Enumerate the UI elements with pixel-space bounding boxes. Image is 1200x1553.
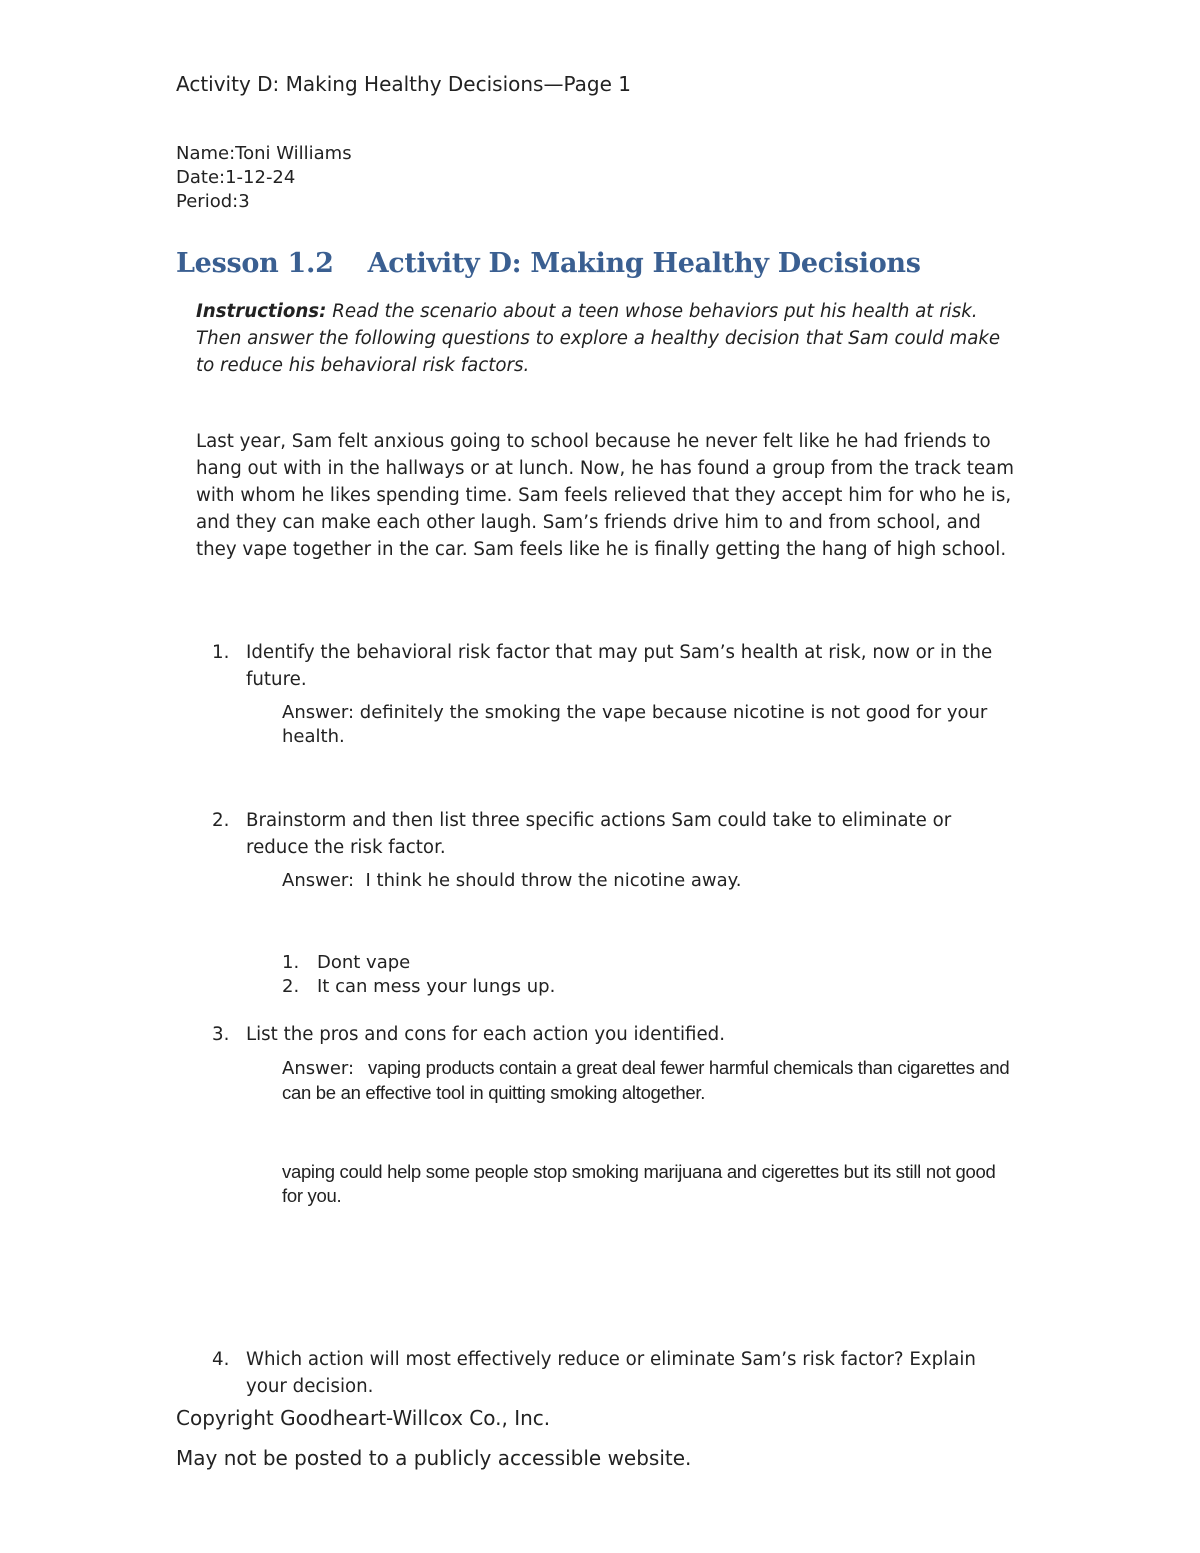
- scenario-text: Last year, Sam felt anxious going to school because he never felt like he had friends to hang out with in the hallways or at lunch. Now, he has found a group from the track team with whom he likes spending time. Sam feels relieved that they accept him for who he is, and they can make each other laugh. Sam’s friends drive him to and from school, and they vape together in the car. Sam feels like he is finally getting the hang of high school.: [196, 431, 1014, 560]
- list-text: Dont vape: [317, 952, 411, 973]
- question-text: Brainstorm and then list three specific actions Sam could take to eliminate or reduce the risk factor.: [246, 810, 952, 858]
- activity-title: Activity D: Making Healthy Decisions: [367, 248, 921, 279]
- student-name: Name:Toni Williams: [176, 143, 352, 164]
- question-text: List the pros and cons for each action you identified.: [246, 1024, 725, 1045]
- answer-label: Answer:: [282, 1058, 355, 1079]
- question-text: Which action will most effectively reduce or eliminate Sam’s risk factor? Explain your decision.: [246, 1349, 976, 1397]
- page-header: Activity D: Making Healthy Decisions—Page 1: [176, 72, 631, 96]
- copyright-notice: Copyright Goodheart-Willcox Co., Inc.: [176, 1406, 551, 1430]
- instructions: [196, 298, 1016, 379]
- answer-2: Answer: I think he should throw the nicotine away.: [282, 870, 742, 891]
- lesson-title: [176, 248, 921, 279]
- list-number: 2.: [282, 976, 300, 997]
- list-number: 1.: [282, 952, 300, 973]
- question-number: 1.: [212, 642, 230, 663]
- question-number: 4.: [212, 1349, 230, 1370]
- list-text: It can mess your lungs up.: [317, 976, 556, 997]
- answer-text: vaping products contain a great deal fewer harmful chemicals than cigarettes and can be an effective tool in quitting smoking altogether.: [282, 1057, 1010, 1103]
- question-text: Identify the behavioral risk factor that may put Sam’s health at risk, now or in the future.: [246, 642, 993, 690]
- answer-1: Answer: definitely the smoking the vape because nicotine is not good for your health.: [282, 702, 988, 747]
- instructions-label: Instructions:: [196, 301, 327, 322]
- question-number: 2.: [212, 810, 230, 831]
- lesson-number: Lesson 1.2: [176, 248, 334, 279]
- question-number: 3.: [212, 1024, 230, 1045]
- answer-3-extra: vaping could help some people stop smoking marijuana and cigerettes but its still not good for you.: [282, 1161, 996, 1206]
- student-period: Period:3: [176, 191, 250, 212]
- posting-notice: May not be posted to a publicly accessible website.: [176, 1446, 692, 1470]
- answer-3: [282, 1056, 1012, 1105]
- instructions-text: Read the scenario about a teen whose behaviors put his health at risk. Then answer the following questions to explore a healthy decision that Sam could make to reduce his behavioral risk factors.: [196, 301, 1001, 376]
- student-date: Date:1-12-24: [176, 167, 296, 188]
